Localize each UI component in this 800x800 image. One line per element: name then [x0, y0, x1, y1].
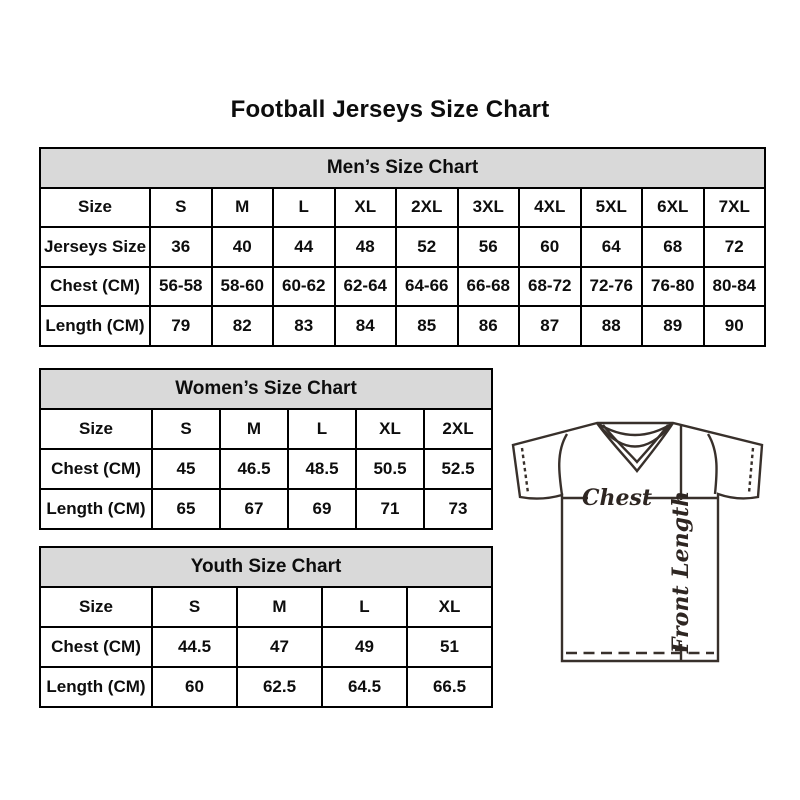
row-label-cell: Size — [40, 587, 152, 627]
value-cell: L — [273, 188, 335, 228]
value-cell: XL — [407, 587, 492, 627]
value-cell: 6XL — [642, 188, 704, 228]
value-cell: 66.5 — [407, 667, 492, 707]
value-cell: 50.5 — [356, 449, 424, 489]
value-cell: 80-84 — [704, 267, 766, 307]
value-cell: 69 — [288, 489, 356, 529]
value-cell: 2XL — [396, 188, 458, 228]
value-cell: 68 — [642, 227, 704, 267]
table-row — [40, 667, 492, 707]
chest-label: Chest — [581, 485, 653, 511]
table-title-row — [40, 547, 492, 587]
row-label-cell: Length (CM) — [40, 489, 152, 529]
row-label-cell: Chest (CM) — [40, 449, 152, 489]
value-cell: 83 — [273, 306, 335, 346]
table-title-row — [40, 369, 492, 409]
table-row — [40, 188, 765, 228]
value-cell: 66-68 — [458, 267, 520, 307]
value-cell: S — [152, 587, 237, 627]
value-cell: 45 — [152, 449, 220, 489]
row-label-cell: Size — [40, 188, 150, 228]
table-row — [40, 489, 492, 529]
value-cell: 52 — [396, 227, 458, 267]
mens-size-table — [39, 147, 766, 347]
value-cell: 60 — [519, 227, 581, 267]
value-cell: 67 — [220, 489, 288, 529]
value-cell: 90 — [704, 306, 766, 346]
page-title: Football Jerseys Size Chart — [230, 96, 550, 123]
value-cell: 7XL — [704, 188, 766, 228]
value-cell: 48.5 — [288, 449, 356, 489]
value-cell: 56 — [458, 227, 520, 267]
value-cell: 71 — [356, 489, 424, 529]
value-cell: L — [288, 409, 356, 449]
value-cell: L — [322, 587, 407, 627]
value-cell: 36 — [150, 227, 212, 267]
jersey-outline-icon — [513, 423, 762, 661]
men-table-title: Men’s Size Chart — [40, 148, 765, 188]
value-cell: 56-58 — [150, 267, 212, 307]
value-cell: 49 — [322, 627, 407, 667]
table-row — [40, 306, 765, 346]
row-label-cell: Jerseys Size — [40, 227, 150, 267]
value-cell: 62.5 — [237, 667, 322, 707]
value-cell: 64-66 — [396, 267, 458, 307]
row-label-cell: Size — [40, 409, 152, 449]
value-cell: 85 — [396, 306, 458, 346]
value-cell: 58-60 — [212, 267, 274, 307]
table-row — [40, 587, 492, 627]
value-cell: M — [237, 587, 322, 627]
row-label-cell: Length (CM) — [40, 667, 152, 707]
value-cell: 64 — [581, 227, 643, 267]
youth-size-table — [39, 546, 493, 708]
table-row — [40, 449, 492, 489]
women-table-title: Women’s Size Chart — [40, 369, 492, 409]
table-row — [40, 409, 492, 449]
value-cell: 82 — [212, 306, 274, 346]
value-cell: 40 — [212, 227, 274, 267]
value-cell: 79 — [150, 306, 212, 346]
value-cell: 72 — [704, 227, 766, 267]
youth-table-title: Youth Size Chart — [40, 547, 492, 587]
value-cell: XL — [335, 188, 397, 228]
row-label-cell: Chest (CM) — [40, 627, 152, 667]
value-cell: 62-64 — [335, 267, 397, 307]
value-cell: 86 — [458, 306, 520, 346]
row-label-cell: Chest (CM) — [40, 267, 150, 307]
value-cell: M — [220, 409, 288, 449]
value-cell: M — [212, 188, 274, 228]
value-cell: S — [152, 409, 220, 449]
table-row — [40, 267, 765, 307]
row-label-cell: Length (CM) — [40, 306, 150, 346]
jersey-measurement-diagram — [495, 402, 785, 672]
value-cell: 46.5 — [220, 449, 288, 489]
value-cell: 3XL — [458, 188, 520, 228]
value-cell: 73 — [424, 489, 492, 529]
value-cell: 60-62 — [273, 267, 335, 307]
table-title-row — [40, 148, 765, 188]
value-cell: 47 — [237, 627, 322, 667]
value-cell: 65 — [152, 489, 220, 529]
value-cell: 76-80 — [642, 267, 704, 307]
value-cell: 48 — [335, 227, 397, 267]
value-cell: 87 — [519, 306, 581, 346]
front-length-label: Front Length — [668, 490, 694, 654]
value-cell: S — [150, 188, 212, 228]
value-cell: 51 — [407, 627, 492, 667]
value-cell: 84 — [335, 306, 397, 346]
value-cell: 44 — [273, 227, 335, 267]
value-cell: 72-76 — [581, 267, 643, 307]
value-cell: 44.5 — [152, 627, 237, 667]
table-row — [40, 627, 492, 667]
value-cell: 89 — [642, 306, 704, 346]
value-cell: 64.5 — [322, 667, 407, 707]
value-cell: XL — [356, 409, 424, 449]
value-cell: 88 — [581, 306, 643, 346]
value-cell: 5XL — [581, 188, 643, 228]
value-cell: 60 — [152, 667, 237, 707]
table-row — [40, 227, 765, 267]
value-cell: 68-72 — [519, 267, 581, 307]
value-cell: 52.5 — [424, 449, 492, 489]
value-cell: 4XL — [519, 188, 581, 228]
womens-size-table — [39, 368, 493, 530]
value-cell: 2XL — [424, 409, 492, 449]
